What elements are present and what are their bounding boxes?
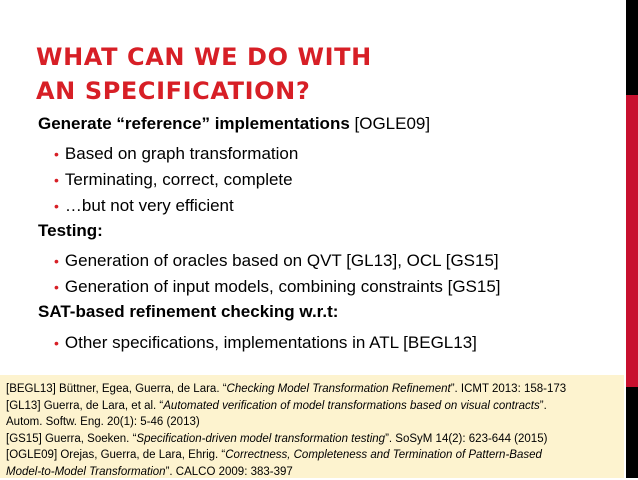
reference-title: Correctness, Completeness and Termination of Pattern-Based: [225, 449, 542, 461]
bullet-text: Terminating, correct, complete: [65, 170, 293, 189]
section-heading-bold: SAT-based refinement checking w.r.t:: [38, 302, 338, 321]
bullet-text: Based on graph transformation: [65, 144, 298, 163]
side-accent-bar: [626, 95, 638, 387]
bullet-text: Other specifications, implementations in ATL [BEGL13]: [65, 333, 477, 352]
reference-title: Specification-driven model transformation testing: [136, 433, 385, 445]
slide-title-line-2: AN SPECIFICATION?: [36, 74, 596, 108]
bullet-dot-icon: •: [54, 335, 59, 351]
bullet-dot-icon: •: [54, 172, 59, 188]
reference-gl13: [6, 398, 616, 415]
bullet-item: [54, 250, 608, 272]
bullet-dot-icon: •: [54, 146, 59, 162]
reference-authors: [BEGL13] Büttner, Egea, Guerra, de Lara. “: [6, 383, 227, 395]
section-heading-bold: Generate “reference” implementations: [38, 114, 350, 133]
bullet-text: …but not very efficient: [65, 196, 234, 215]
bullet-item: [54, 169, 608, 191]
bullet-item: [54, 143, 608, 165]
bullet-dot-icon: •: [54, 279, 59, 295]
bullet-item: [54, 195, 608, 217]
reference-gs15: [6, 431, 616, 448]
section-heading-bold: Testing:: [38, 221, 103, 240]
bullet-list-generate: [38, 143, 608, 217]
bullet-text: Generation of oracles based on QVT [GL13], OCL [GS15]: [65, 251, 499, 270]
reference-authors: [OGLE09] Orejas, Guerra, de Lara, Ehrig. “: [6, 449, 225, 461]
bullet-list-sat: [38, 332, 608, 354]
reference-venue: ”. CALCO 2009: 383-397: [166, 466, 293, 478]
reference-begl13: [6, 381, 616, 398]
bullet-list-testing: [38, 250, 608, 298]
bullet-text: Generation of input models, combining constraints [GS15]: [65, 277, 501, 296]
slide-body: [38, 113, 608, 354]
reference-title: Model-to-Model Transformation: [6, 466, 166, 478]
reference-venue: ”. SoSyM 14(2): 623-644 (2015): [385, 433, 547, 445]
section-heading-generate: [38, 113, 608, 134]
reference-venue: ”. ICMT 2013: 158-173: [451, 383, 567, 395]
reference-venue: ”.: [540, 400, 547, 412]
reference-ogle09: [6, 447, 616, 464]
reference-authors: [GL13] Guerra, de Lara, et al. “: [6, 400, 163, 412]
slide-title: [36, 40, 596, 108]
section-heading-testing: [38, 220, 608, 241]
slide-title-line-1: WHAT CAN WE DO WITH: [36, 40, 596, 74]
reference-title: Automated verification of model transformations based on visual contracts: [163, 400, 540, 412]
bullet-dot-icon: •: [54, 253, 59, 269]
reference-title: Checking Model Transformation Refinement: [227, 383, 451, 395]
reference-authors: [GS15] Guerra, Soeken. “: [6, 433, 136, 445]
reference-gl13-continued: Autom. Softw. Eng. 20(1): 5-46 (2013): [6, 414, 616, 431]
references-box: [0, 375, 624, 478]
bullet-item: [54, 332, 608, 354]
section-heading-citation: [OGLE09]: [350, 114, 430, 133]
section-heading-sat: [38, 301, 608, 322]
side-decoration-bar: [626, 0, 638, 478]
bullet-dot-icon: •: [54, 198, 59, 214]
bullet-item: [54, 276, 608, 298]
